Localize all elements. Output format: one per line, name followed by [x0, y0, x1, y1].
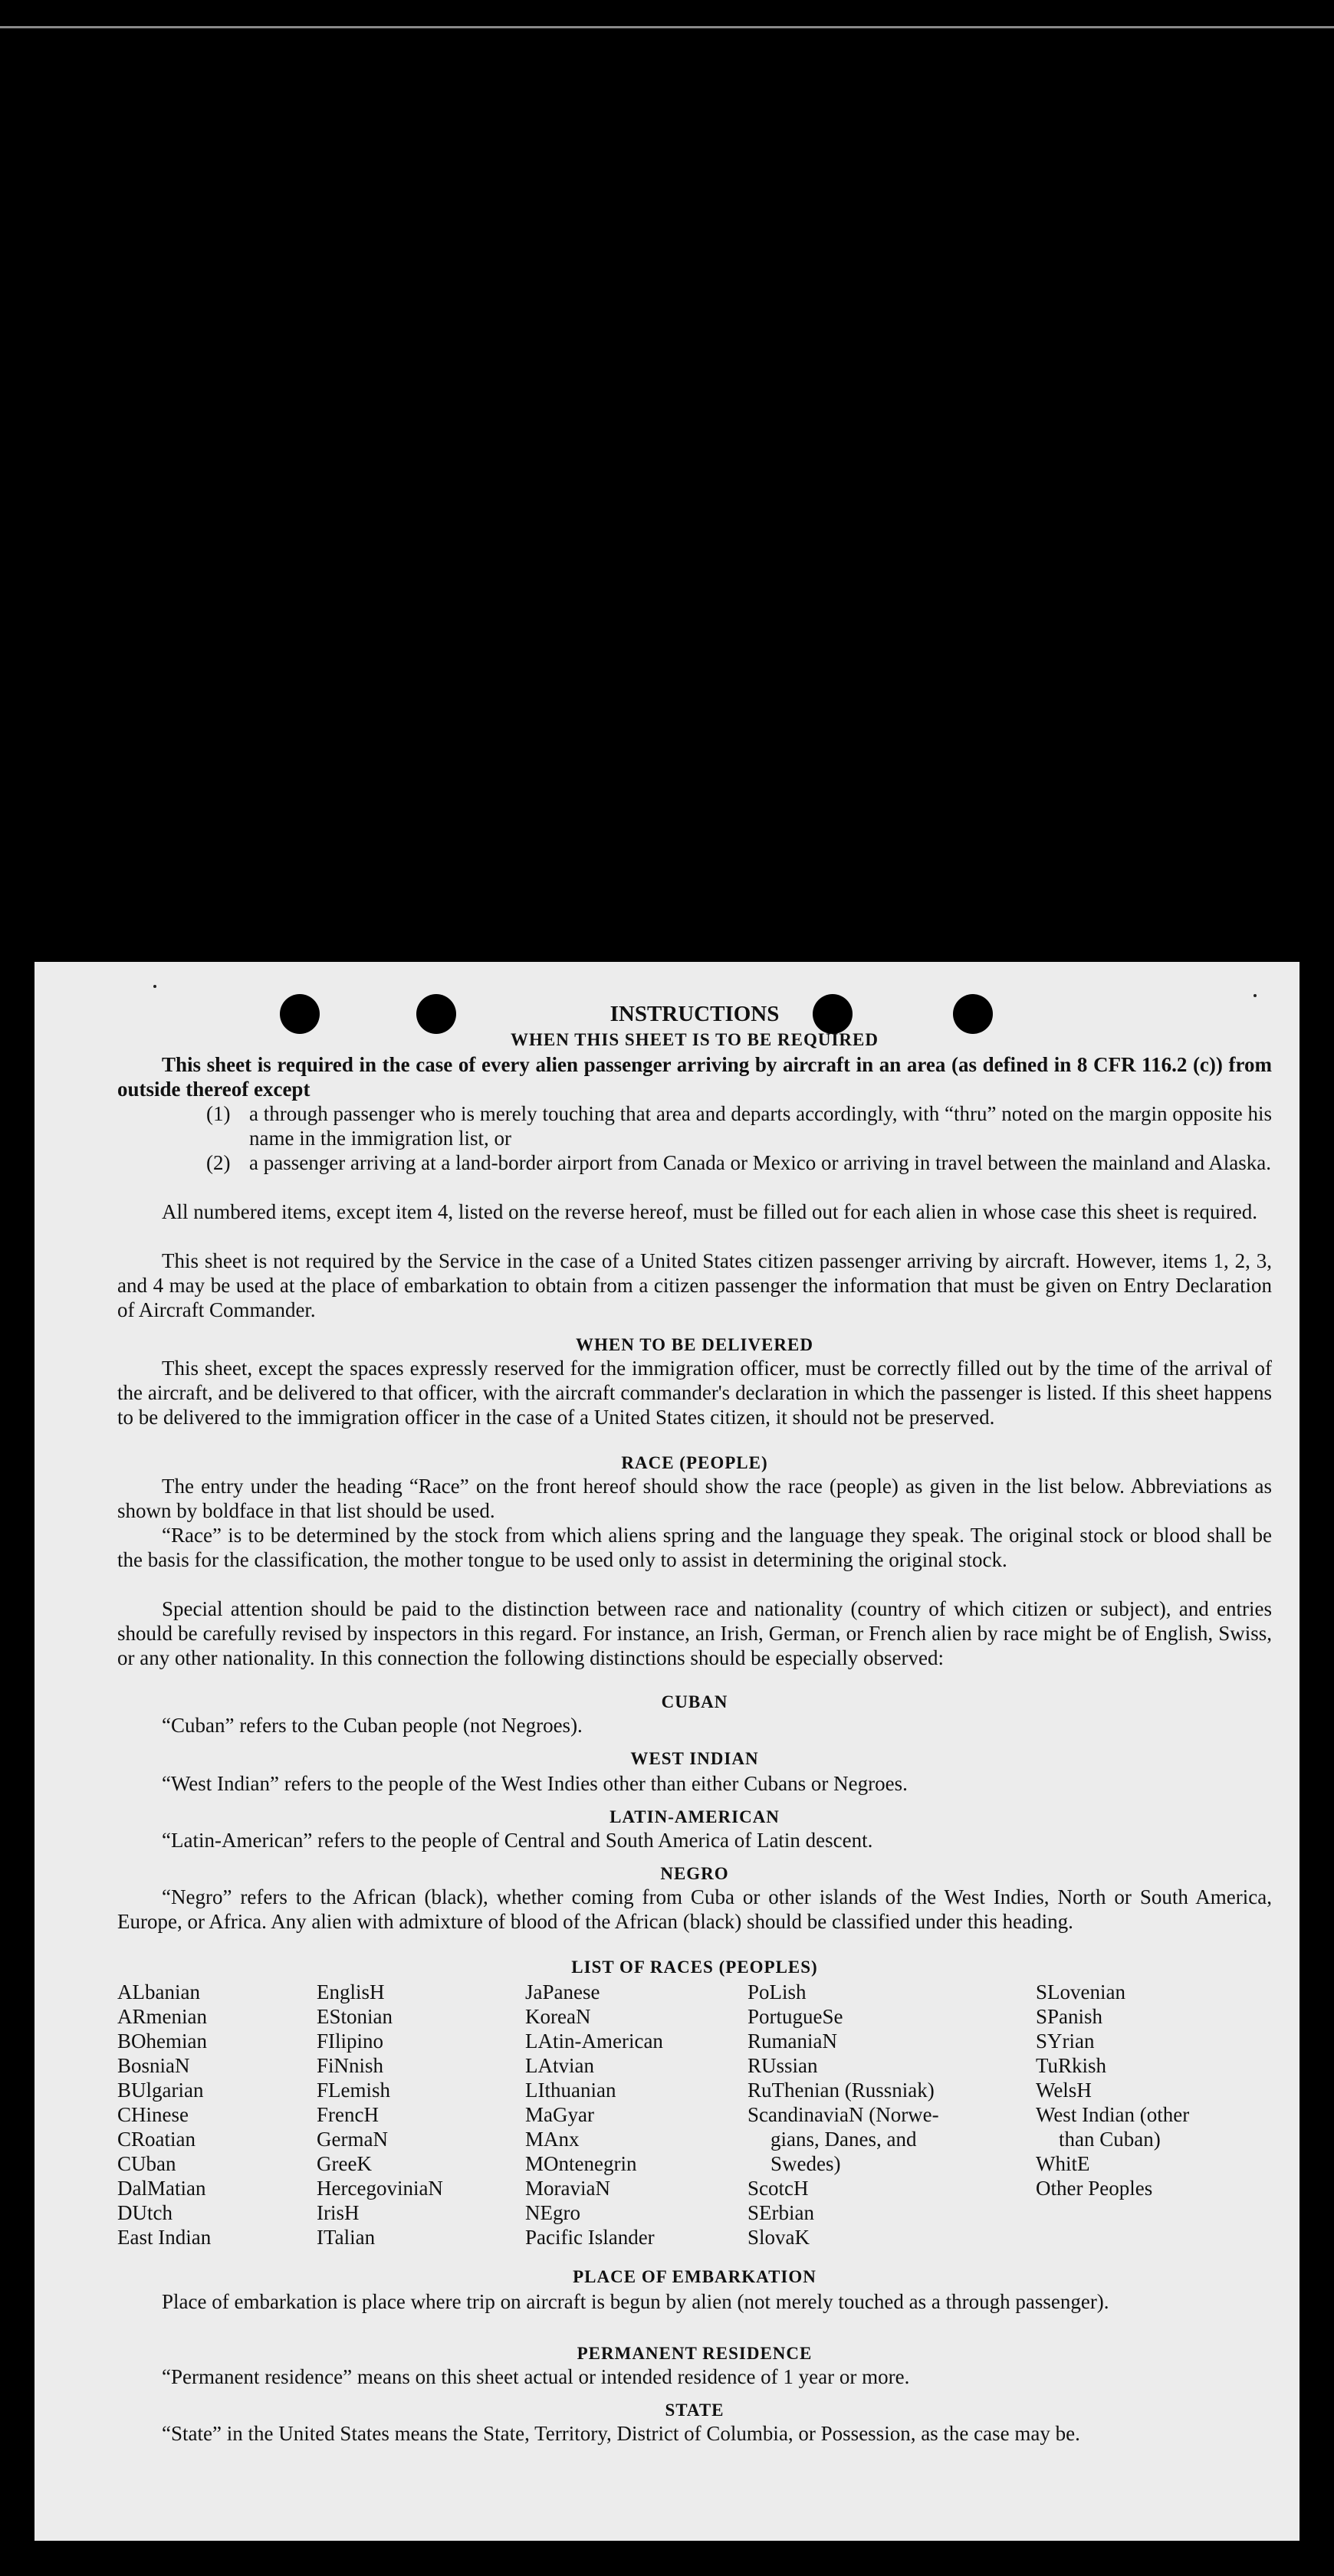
race-entry: West Indian (other	[1036, 2103, 1190, 2126]
heading-state: STATE	[665, 2400, 724, 2420]
race-entry: SErbian	[748, 2201, 814, 2224]
heading-west-indian: WEST INDIAN	[630, 1749, 759, 1768]
latin-american-text: “Latin-American” refers to the people of Central and South America of Latin descent.	[162, 1829, 873, 1852]
heading-negro: NEGRO	[660, 1864, 729, 1883]
when-required-para2: All numbered items, except item 4, listed on the reverse hereof, must be filled out for each alien in whose case this sheet is required.	[162, 1200, 1258, 1223]
race-entry: EnglisH	[317, 1980, 385, 2003]
scan-speck	[153, 985, 156, 988]
race-entry: MaGyar	[525, 2103, 594, 2126]
race-entry: TuRkish	[1036, 2054, 1107, 2077]
race-entry: NEgro	[525, 2201, 580, 2224]
race-entry: gians, Danes, and	[770, 2128, 917, 2151]
negro-text: “Negro” refers to the African (black), whether coming from Cuba or other islands of the West Indies, North or South America, Europe, or Africa. Any alien with admixture of blood of the African (black) should be classified under this heading.	[117, 1885, 1272, 1933]
race-entry: EStonian	[317, 2005, 393, 2028]
residence-text: “Permanent residence” means on this sheet actual or intended residence of 1 year or more.	[162, 2365, 910, 2388]
race-entry: HercegoviniaN	[317, 2177, 443, 2200]
race-entry: BUlgarian	[117, 2079, 204, 2102]
heading-embarkation: PLACE OF EMBARKATION	[573, 2267, 816, 2286]
when-required-intro: This sheet is required in the case of every alien passenger arriving by aircraft in an area (as defined in 8 CFR 116.2 (c)) from outside thereof except	[117, 1053, 1272, 1101]
race-entry: SlovaK	[748, 2226, 810, 2249]
race-entry: MAnx	[525, 2128, 580, 2151]
race-entry: SPanish	[1036, 2005, 1103, 2028]
race-entry: East Indian	[117, 2226, 212, 2249]
race-entry: FIlipino	[317, 2030, 384, 2053]
race-entry: DalMatian	[117, 2177, 206, 2200]
race-entry: ARmenian	[117, 2005, 207, 2028]
race-entry: CHinese	[117, 2103, 189, 2126]
race-entry: than Cuban)	[1059, 2128, 1161, 2151]
races-column	[525, 1980, 663, 2249]
scan-speck	[1254, 994, 1257, 997]
exception-number: (1)	[206, 1102, 231, 1125]
page-title: INSTRUCTIONS	[610, 1002, 780, 1026]
race-para2: “Race” is to be determined by the stock from which aliens spring and the language they speak. The original stock or blood shall be the basis for the classification, the mother tongue to be used only to assist in determining the original stock.	[117, 1524, 1272, 1571]
race-entry: GreeK	[317, 2152, 372, 2175]
race-entry: ScotcH	[748, 2177, 809, 2200]
race-entry: PoLish	[748, 1980, 807, 2003]
exception-text: a passenger arriving at a land-border airport from Canada or Mexico or arriving in travel between the mainland and Alaska.	[249, 1151, 1272, 1174]
exception-item	[206, 1150, 1272, 1199]
race-entry: Other Peoples	[1036, 2177, 1153, 2200]
cuban-text: “Cuban” refers to the Cuban people (not Negroes).	[162, 1714, 583, 1737]
race-entry: ScandinaviaN (Norwe-	[748, 2103, 939, 2126]
race-entry: RuThenian (Russniak)	[748, 2079, 935, 2102]
races-column	[117, 1980, 211, 2249]
race-entry: BosniaN	[117, 2054, 190, 2077]
scan-top-line	[0, 26, 1334, 28]
heading-residence: PERMANENT RESIDENCE	[577, 2344, 813, 2363]
when-required-para3: This sheet is not required by the Service in the case of a United States citizen passenger arriving by aircraft. However, items 1, 2, 3, and 4 may be used at the place of embarkation to obtain from a citizen passenger the information that must be given on Entry Declaration of Aircraft Commander.	[117, 1249, 1272, 1321]
race-entry: WhitE	[1036, 2152, 1090, 2175]
exception-item	[206, 1101, 1272, 1150]
race-entry: FiNnish	[317, 2054, 384, 2077]
race-entry: LAtin-American	[525, 2030, 663, 2053]
race-entry: MoraviaN	[525, 2177, 610, 2200]
race-para3: Special attention should be paid to the distinction between race and nationality (country of which citizen or subject), and entries should be carefully revised by inspectors in this regard. For instance, an Irish, German, or French alien by race might be of English, Swiss, or any other nationality. In this connection the following distinctions should be especially observed:	[117, 1597, 1272, 1669]
race-entry: ITalian	[317, 2226, 376, 2249]
race-entry: KoreaN	[525, 2005, 591, 2028]
race-entry: SYrian	[1036, 2030, 1095, 2053]
west-indian-text: “West Indian” refers to the people of the West Indies other than either Cubans or Negroes.	[162, 1772, 908, 1795]
exception-text: a through passenger who is merely touching that area and departs accordingly, with “thru” noted on the margin opposite his name in the immigration list, or	[249, 1102, 1272, 1150]
when-delivered-text: This sheet, except the spaces expressly reserved for the immigration officer, must be correctly filled out by the time of the arrival of the aircraft, and be delivered to that officer, with the aircraft commander's declaration in which the passenger is listed. If this sheet happens to be delivered to the immigration officer in the case of a United States citizen, it should not be preserved.	[117, 1357, 1272, 1429]
race-entry: Pacific Islander	[525, 2226, 655, 2249]
race-entry: LAtvian	[525, 2054, 594, 2077]
race-entry: CRoatian	[117, 2128, 196, 2151]
heading-list-of-races: LIST OF RACES (PEOPLES)	[571, 1957, 818, 1977]
race-entry: ALbanian	[117, 1980, 200, 2003]
exception-number: (2)	[206, 1151, 231, 1174]
embarkation-text: Place of embarkation is place where trip on aircraft is begun by alien (not merely touched as a through passenger).	[162, 2290, 1109, 2313]
races-list	[117, 1980, 1272, 2256]
races-column	[1036, 1980, 1189, 2200]
heading-when-required: WHEN THIS SHEET IS TO BE REQUIRED	[511, 1030, 879, 1049]
race-entry: Swedes)	[770, 2152, 841, 2175]
race-entry: DUtch	[117, 2201, 172, 2224]
race-entry: FrencH	[317, 2103, 379, 2126]
state-text: “State” in the United States means the State, Territory, District of Columbia, or Possession, as the case may be.	[162, 2422, 1080, 2445]
race-entry: PortugueSe	[748, 2005, 843, 2028]
race-entry: RUssian	[748, 2054, 818, 2077]
race-entry: JaPanese	[525, 1980, 600, 2003]
races-column	[748, 1980, 939, 2249]
race-entry: SLovenian	[1036, 1980, 1125, 2003]
race-entry: GermaN	[317, 2128, 388, 2151]
race-entry: CUban	[117, 2152, 176, 2175]
race-entry: MOntenegrin	[525, 2152, 637, 2175]
heading-cuban: CUBAN	[661, 1692, 728, 1711]
race-entry: IrisH	[317, 2201, 360, 2224]
race-entry: WelsH	[1036, 2079, 1092, 2102]
race-para1: The entry under the heading “Race” on the front hereof should show the race (people) as given in the list below. Abbreviations as shown by boldface in that list should be used.	[117, 1475, 1272, 1522]
heading-race: RACE (PEOPLE)	[621, 1453, 768, 1472]
race-entry: LIthuanian	[525, 2079, 616, 2102]
race-entry: BOhemian	[117, 2030, 207, 2053]
races-column	[317, 1980, 443, 2249]
race-entry: RumaniaN	[748, 2030, 837, 2053]
race-entry: FLemish	[317, 2079, 391, 2102]
heading-latin-american: LATIN-AMERICAN	[610, 1807, 780, 1826]
heading-when-delivered: WHEN TO BE DELIVERED	[576, 1335, 813, 1354]
document-page	[34, 962, 1300, 2541]
